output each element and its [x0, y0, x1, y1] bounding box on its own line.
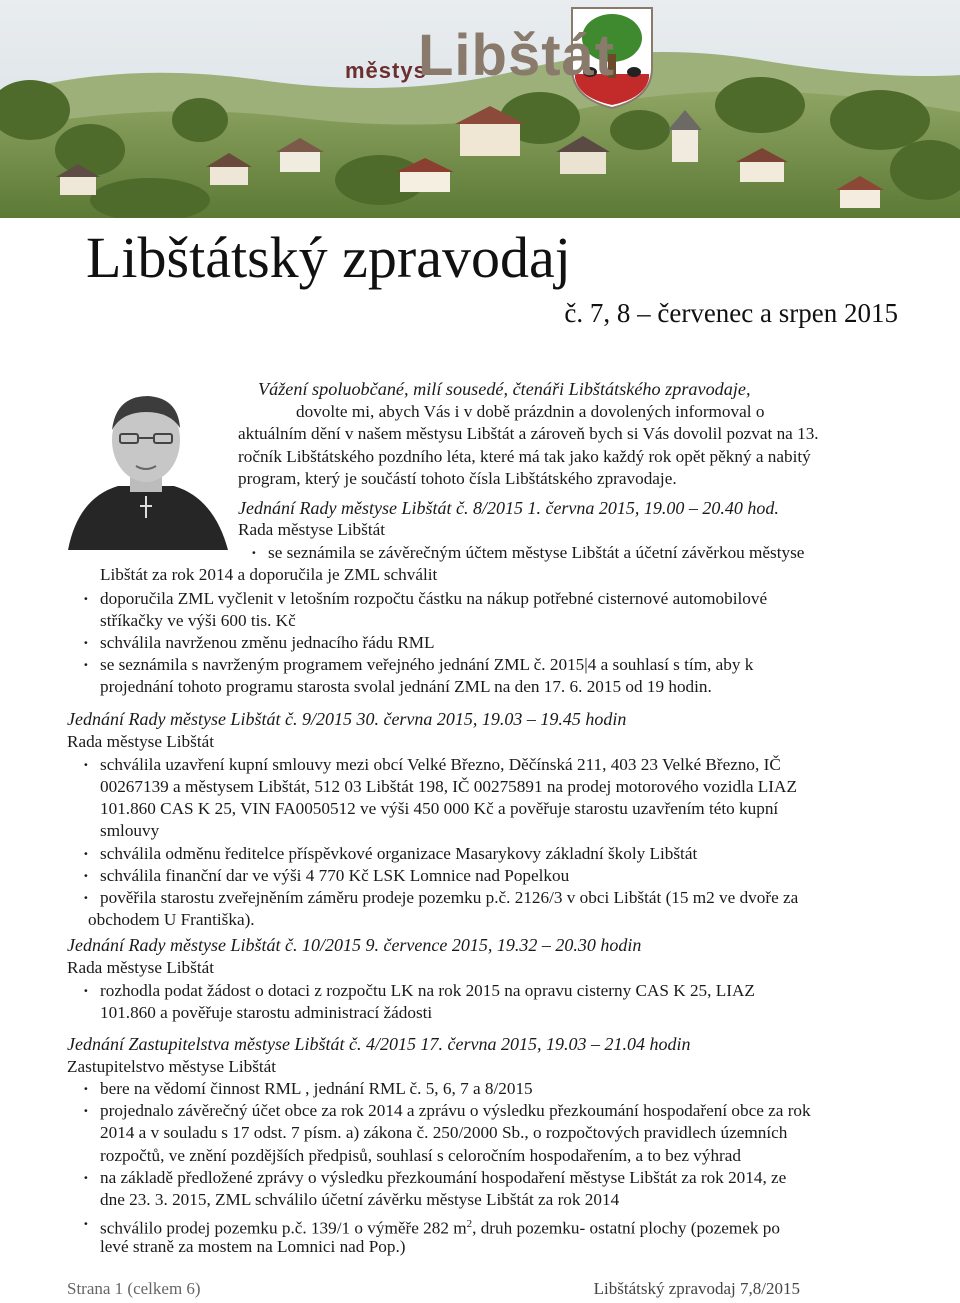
header-banner — [0, 0, 960, 218]
page-counter: Strana 1 (celkem 6) — [67, 1279, 201, 1298]
list-item-cont: 101.860 a pověřuje starostu administrací žádosti — [100, 1003, 433, 1022]
list-item-cont: 101.860 CAS K 25, VIN FA0050512 ve výši 450 000 Kč a pověřuje starostu uzavřením této kupní — [100, 799, 779, 818]
logo-large-text: Libštát — [418, 23, 616, 88]
page-title: Libštátský zpravodaj — [86, 225, 571, 290]
list-item-cont: rozpočtů, ve znění pozdějších předpisů, souhlasí s celoročním hospodařením, a to bez výhrad — [100, 1146, 742, 1165]
intro-line: program, který je součástí tohoto čísla Libštátského zpravodaje. — [238, 469, 677, 488]
intro-line: aktuálním dění v našem městysu Libštát a zároveň bych si Vás dovolil pozvat na 13. — [238, 424, 819, 443]
list-item-cont: smlouvy — [100, 821, 160, 840]
list-item-cont: 00267139 a městysem Libštát, 512 03 Libštát 198, IČ 00275891 na prodej motorového vozidla LIAZ — [100, 777, 797, 796]
list-item-cont: Libštát za rok 2014 a doporučila je ZML schválit — [100, 565, 438, 584]
list-item: · doporučila ZML vyčlenit v letošním rozpočtu částku na nákup potřebné cisternové automobilové — [100, 588, 767, 610]
list-item: · rozhodla podat žádost o dotaci z rozpočtu LK na rok 2015 na opravu cisterny CAS K 25, LIAZ — [100, 980, 755, 1002]
greeting: Vážení spoluobčané, milí sousedé, čtenáři Libštátského zpravodaje, — [258, 379, 751, 399]
section-body-label: Zastupitelstvo městyse Libštát — [67, 1057, 277, 1076]
issue-number: č. 7, 8 – červenec a srpen 2015 — [564, 298, 898, 328]
section-heading: Jednání Rady městyse Libštát č. 9/2015 30. června 2015, 19.03 – 19.45 hodin — [67, 709, 627, 729]
list-item: · schválila odměnu ředitelce příspěvkové organizace Masarykovy základní školy Libštát — [100, 843, 697, 865]
list-item: · bere na vědomí činnost RML , jednání RML č. 5, 6, 7 a 8/2015 — [100, 1078, 533, 1100]
section-heading: Jednání Rady městyse Libštát č. 8/2015 1. června 2015, 19.00 – 20.40 hod. — [238, 498, 779, 518]
list-item-cont: levé straně za mostem na Lomnici nad Pop.) — [100, 1237, 406, 1256]
list-item: · pověřila starostu zveřejněním záměru prodeje pozemku p.č. 2126/3 v obci Libštát (15 m2 ve dvoře za — [100, 887, 798, 909]
list-item: · projednalo závěrečný účet obce za rok 2014 a zprávu o výsledku přezkoumání hospodaření obce za rok — [100, 1100, 811, 1122]
logo — [300, 10, 680, 100]
list-item: · schválila navrženou změnu jednacího řádu RML — [100, 632, 435, 654]
list-item-text: , druh pozemku- ostatní plochy (pozemek po — [472, 1218, 780, 1238]
list-item-text: schválilo prodej pozemku p.č. 139/1 o výměře 282 m — [100, 1218, 467, 1238]
list-item-cont: projednání tohoto programu starosta svolal jednání ZML na den 17. 6. 2015 od 19 hodin. — [100, 677, 712, 696]
list-item: · schválila finanční dar ve výši 4 770 Kč LSK Lomnice nad Popelkou — [100, 865, 569, 887]
intro-line: dovolte mi, abych Vás i v době prázdnin a dovolených informoval o — [296, 402, 765, 421]
author-portrait — [58, 378, 234, 550]
section-body-label: Rada městyse Libštát — [238, 520, 386, 539]
footer-publication: Libštátský zpravodaj 7,8/2015 — [593, 1279, 800, 1298]
superscript: 2 — [466, 1218, 473, 1230]
list-item-cont: dne 23. 3. 2015, ZML schválilo účetní závěrku městyse Libštát za rok 2014 — [100, 1190, 620, 1209]
section-heading: Jednání Zastupitelstva městyse Libštát č. 4/2015 17. června 2015, 19.03 – 21.04 hodin — [67, 1034, 691, 1054]
logo-small-text: městys — [345, 58, 427, 83]
list-item-cont: stříkačky ve výši 600 tis. Kč — [100, 611, 296, 630]
list-item: · na základě předložené zprávy o výsledku přezkoumání hospodaření městyse Libštát za rok 2014, ze — [100, 1167, 786, 1189]
list-item: · se seznámila s navrženým programem veřejného jednání ZML č. 2015|4 a souhlasí s tím, aby k — [100, 654, 753, 676]
section-body-label: Rada městyse Libštát — [67, 732, 215, 751]
section-heading: Jednání Rady městyse Libštát č. 10/2015 9. července 2015, 19.32 – 20.30 hodin — [67, 935, 642, 955]
section-body-label: Rada městyse Libštát — [67, 958, 215, 977]
list-item-cont: 2014 a v souladu s 17 odst. 7 písm. a) zákona č. 250/2000 Sb., o rozpočtových pravidlech územních — [100, 1123, 788, 1142]
list-item: · se seznámila se závěrečným účtem městyse Libštát a účetní závěrkou městyse — [268, 542, 804, 564]
list-item: · schválila uzavření kupní smlouvy mezi obcí Velké Březno, Děčínská 211, 403 23 Velké Březno, IČ — [100, 754, 781, 776]
intro-line: ročník Libštátského pozdního léta, které má tak jako každý rok opět pěkný a nabitý — [238, 447, 811, 466]
list-item-cont: obchodem U Františka). — [88, 910, 255, 929]
